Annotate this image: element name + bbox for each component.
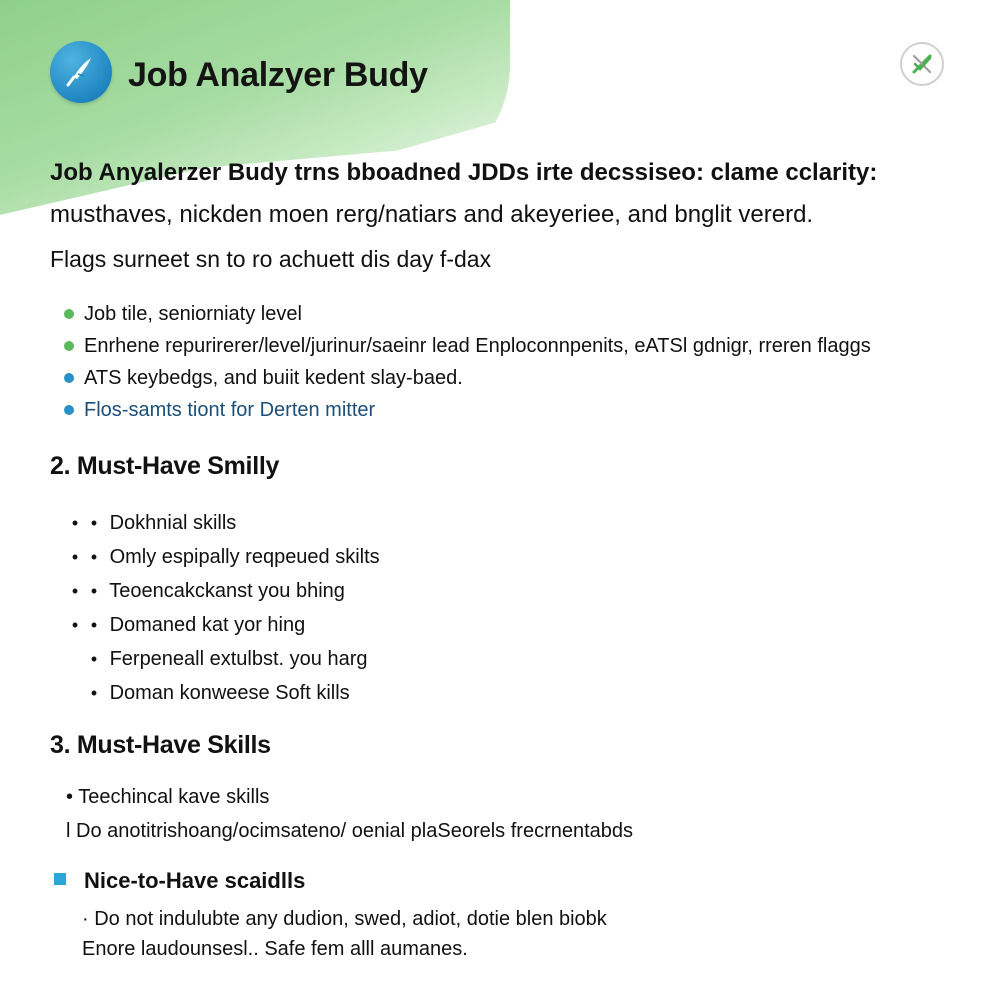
inner-bullet: • [90,581,98,601]
outer-bullet: • [71,615,79,635]
close-icon [909,51,935,77]
list-item-text: Omly espipally reqpeued skilts [109,546,380,568]
feather-pen-icon [50,41,112,103]
bullet: • [66,786,74,808]
list-item [66,642,380,676]
list-item [66,506,380,540]
list-item [66,780,633,814]
nice-to-have-title-text: Nice-to-Have scaidlls [84,868,306,893]
section-2-title: 2. Must-Have Smilly [50,452,280,480]
close-button[interactable] [900,42,944,86]
nice-to-have-line-1: · Do not indulubte any dudion, swed, adiot, dotie blen biobk [82,908,607,930]
flags-line: Flags surneet sn to ro achuett dis day f-dax [50,246,492,272]
inner-bullet: • [90,513,98,533]
list-item-text: Job tile, seniorniaty level [84,303,302,325]
inner-bullet: • [90,649,98,669]
list-item-text: Do anotitrishoang/ocimsateno/ oenial plaSeorels frecrnentabds [76,820,634,842]
must-have-skills-list [66,780,633,848]
nice-to-have-title [54,868,305,894]
bullet-dot-icon [64,405,74,415]
bullet-dot-icon [64,341,74,351]
inner-bullet: • [90,683,98,703]
bullet-dot-icon [64,373,74,383]
list-item-text: Flos-samts tiont for Derten mitter [84,399,376,421]
list-item [64,330,964,362]
list-item [66,814,633,848]
list-item-text: Doman konweese Soft kills [109,682,350,704]
list-item-text: Dokhnial skills [109,512,237,534]
list-item-text: Teechincal kave skills [78,786,270,808]
intro-line-1: Job Anyalerzer Budy trns bboadned JDDs irte decssiseo: clame cclarity: [50,159,878,186]
outer-bullet: • [71,513,79,533]
nice-to-have-line-2: Enore laudounsesl.. Safe fem alll aumanes. [82,938,468,960]
must-have-list [66,506,380,710]
list-item [66,676,380,710]
list-item-text: Domaned kat yor hing [109,614,306,636]
app-title: Job Analzyer Budy [128,56,428,94]
inner-bullet: • [90,547,98,567]
outer-bullet: • [71,547,79,567]
list-item [64,298,964,330]
bullet-dot-icon [64,309,74,319]
feature-list [64,298,964,426]
list-item-text: ATS keybedgs, and buiit kedent slay-baed. [84,367,463,389]
list-item-text: Ferpeneall extulbst. you harg [109,648,368,670]
square-bullet-icon [54,873,66,885]
intro-line-2: musthaves, nickden moen rerg/natiars and akeyeriee, and bnglit vererd. [50,201,814,228]
outer-bullet: • [71,581,79,601]
list-item [64,362,964,394]
list-item-text: Enrhene repurirerer/level/jurinur/saeinr lead Enploconnpenits, eATSl gdnigr, rreren flaggs [84,335,871,357]
list-item [66,574,380,608]
section-3-title: 3. Must-Have Skills [50,731,271,759]
intro-paragraph [50,152,950,236]
bullet: l [66,820,71,842]
list-item [64,394,964,426]
inner-bullet: • [90,615,98,635]
list-item-text: Teoencakckanst you bhing [109,580,345,602]
list-item [66,608,380,642]
list-item [66,540,380,574]
